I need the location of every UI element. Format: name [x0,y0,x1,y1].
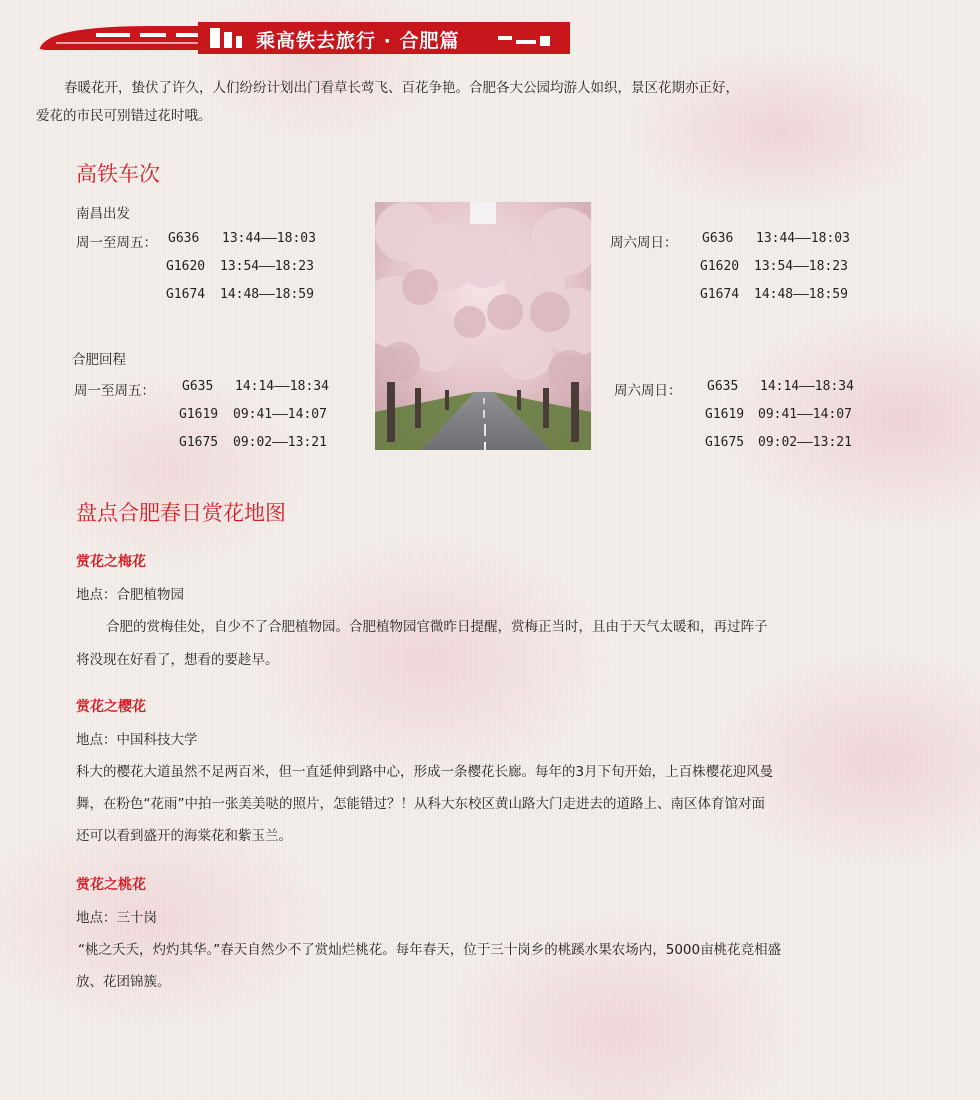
outbound-weekday-label: 周一至周五： [76,235,157,251]
cherry-subtitle: 赏花之樱花 [76,699,146,715]
train-time: 13:44——18:03 [222,231,316,246]
train-number: G636 [702,231,734,246]
plum-text-line-2: 将没现在好看了，想看的要趁早。 [76,652,279,668]
cherry-location: 地点：中国科技大学 [76,732,198,748]
outbound-weekend-label: 周六周日： [610,235,678,251]
train-time: 13:44——18:03 [756,231,850,246]
train-number: G1675 [179,435,219,450]
cherry-text-line-1: 科大的樱花大道虽然不足两百米，但一直延伸到路中心，形成一条樱花长廊。每年的3月下旬开始，上百株樱花迎风曼 [76,764,774,780]
cherry-text-line-3: 还可以看到盛开的海棠花和紫玉兰。 [76,828,292,844]
peach-location: 地点：三十岗 [76,910,157,926]
intro-paragraph-line-2: 爱花的市民可别错过花时哦。 [36,108,212,124]
cherry-blossom-avenue-photo [375,202,591,450]
return-weekend-label: 周六周日： [614,383,682,399]
train-time: 09:02——13:21 [758,435,852,450]
plum-subtitle: 赏花之梅花 [76,554,146,570]
train-time: 09:41——14:07 [233,407,327,422]
train-time: 14:14——18:34 [235,379,329,394]
train-number: G635 [182,379,214,394]
train-number: G1674 [700,287,740,302]
plum-text-line-1: 合肥的赏梅佳处，自少不了合肥植物园。合肥植物园官微昨日提醒，赏梅正当时，且由于天气太暖和，再过阵子 [106,619,768,635]
train-number: G635 [707,379,739,394]
train-number: G636 [168,231,200,246]
train-number: G1619 [179,407,219,422]
train-number: G1674 [166,287,206,302]
peach-subtitle: 赏花之桃花 [76,877,146,893]
train-number: G1620 [166,259,206,274]
peach-text-line-2: 放、花团锦簇。 [76,974,171,990]
return-heading: 合肥回程 [72,352,126,368]
cherry-text-line-2: 舞，在粉色“花雨”中拍一张美美哒的照片，怎能错过？！从科大东校区黄山路大门走进去的道路上、南区体育馆对面 [76,796,765,812]
outbound-heading: 南昌出发 [76,206,130,222]
train-time: 13:54——18:23 [754,259,848,274]
train-time: 13:54——18:23 [220,259,314,274]
intro-paragraph-line-1: 春暖花开，蛰伏了许久，人们纷纷计划出门看草长莺飞、百花争艳。合肥各大公园均游人如织，景区花期亦正好， [64,80,739,96]
train-time: 09:02——13:21 [233,435,327,450]
page-banner [198,22,570,54]
train-time: 14:14——18:34 [760,379,854,394]
train-number: G1620 [700,259,740,274]
train-number: G1619 [705,407,745,422]
train-time: 14:48——18:59 [220,287,314,302]
peach-text-line-1: “桃之夭夭，灼灼其华。”春天自然少不了赏灿烂桃花。每年春天，位于三十岗乡的桃蹊水果农场内，5000亩桃花竞相盛 [78,942,782,958]
trains-section-title: 高铁车次 [76,162,160,186]
train-time: 14:48——18:59 [754,287,848,302]
return-weekday-label: 周一至周五： [74,383,155,399]
page-title: 乘高铁去旅行 · 合肥篇 [256,30,460,52]
train-number: G1675 [705,435,745,450]
flower-map-section-title: 盘点合肥春日赏花地图 [76,501,286,525]
train-time: 09:41——14:07 [758,407,852,422]
plum-location: 地点：合肥植物园 [76,587,184,603]
